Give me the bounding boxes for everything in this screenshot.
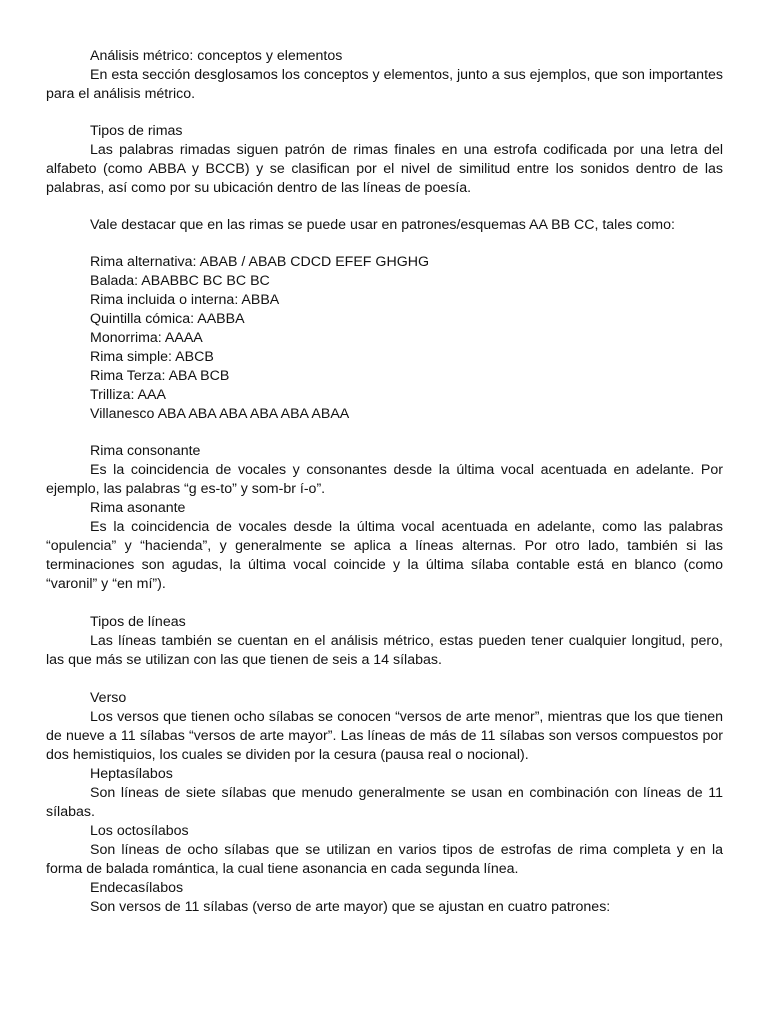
spacer [46,235,723,253]
section-heading-endecasilabos: Endecasílabos [90,880,184,896]
list-item: Rima Terza: ABA BCB [90,368,230,384]
paragraph-verso: Los versos que tienen ocho sílabas se conocen “versos de arte menor”, mientras que los que tienen de nueve a 11 sílabas “versos de arte mayor”. Las líneas de más de 11 sílabas son versos compuestos por dos hemistiquios, los cuales se dividen por la cesura (pausa real o nocional). [46,709,723,763]
spacer [46,424,723,442]
section-heading-tipos-de-rimas: Tipos de rimas [90,123,183,139]
section-heading-analisis: Análisis métrico: conceptos y elementos [90,48,343,64]
section-heading-verso: Verso [90,690,127,706]
list-item: Villanesco ABA ABA ABA ABA ABA ABAA [90,406,350,422]
list-item: Rima incluida o interna: ABBA [90,292,280,308]
paragraph-tipos-de-lineas: Las líneas también se cuentan en el análisis métrico, estas pueden tener cualquier longitud, pero, las que más se utilizan con las que tienen de seis a 14 sílabas. [46,633,723,668]
spacer [46,594,723,613]
paragraph-octosilabos: Son líneas de ocho sílabas que se utilizan en varios tipos de estrofas de rima completa y en la forma de balada romántica, la cual tiene asonancia en cada segunda línea. [46,842,723,877]
section-heading-octosilabos: Los octosílabos [90,823,189,839]
paragraph-endecasilabos: Son versos de 11 sílabas (verso de arte mayor) que se ajustan en cuatro patrones: [90,899,611,915]
spacer [46,198,723,216]
document-body [46,47,723,917]
list-item: Balada: ABABBC BC BC BC [90,273,270,289]
list-item: Monorrima: AAAA [90,330,203,346]
paragraph-tipos-de-rimas: Las palabras rimadas siguen patrón de rimas finales en una estrofa codificada por una letra del alfabeto (como ABBA y BCCB) y se clasifican por el nivel de similitud entre los sonidos dentro de las palabras, así como por su ubicación dentro de las líneas de poesía. [46,142,723,196]
paragraph-note-patrones: Vale destacar que en las rimas se puede usar en patrones/esquemas AA BB CC, tales como: [90,217,675,233]
rhyme-pattern-list [46,253,723,424]
list-item: Rima simple: ABCB [90,349,214,365]
spacer [46,670,723,689]
list-item: Quintilla cómica: AABBA [90,311,245,327]
section-heading-rima-consonante: Rima consonante [90,443,201,459]
paragraph-heptasilabos: Son líneas de siete sílabas que menudo generalmente se usan en combinación con líneas de 11 sílabas. [46,785,723,820]
spacer [46,104,723,122]
section-heading-heptasilabos: Heptasílabos [90,766,173,782]
list-item: Rima alternativa: ABAB / ABAB CDCD EFEF GHGHG [90,254,430,270]
section-heading-tipos-de-lineas: Tipos de líneas [90,614,186,630]
list-item: Trilliza: AAA [90,387,166,403]
paragraph-rima-consonante: Es la coincidencia de vocales y consonantes desde la última vocal acentuada en adelante. Por ejemplo, las palabras “g es-to” y som-br í-o”. [46,462,723,497]
section-heading-rima-asonante: Rima asonante [90,500,186,516]
paragraph-rima-asonante: Es la coincidencia de vocales desde la última vocal acentuada en adelante, como las palabras “opulencia” y “hacienda”, y generalmente se aplica a líneas alternas. Por otro lado, también si las terminaciones son agudas, la última vocal coincide y la última sílaba contable está en blanco (como “varonil” y “en mí”). [46,519,723,592]
paragraph-intro: En esta sección desglosamos los conceptos y elementos, junto a sus ejemplos, que son importantes para el análisis métrico. [46,67,723,102]
